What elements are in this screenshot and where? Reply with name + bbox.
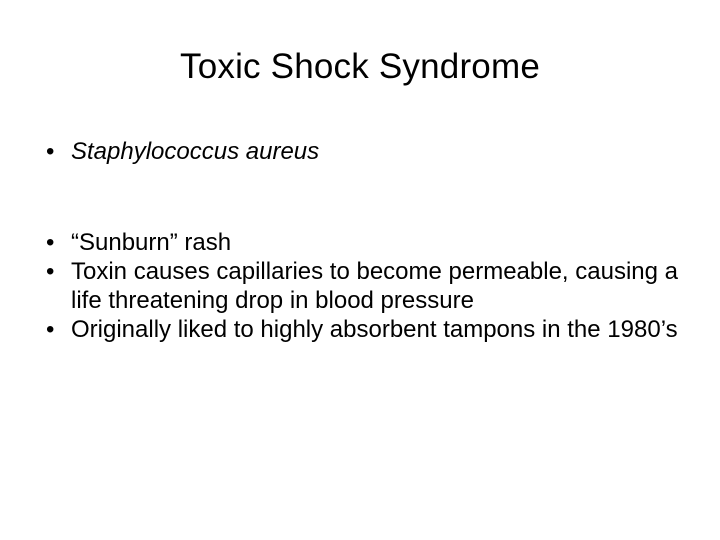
bullet-dot-icon: • xyxy=(46,316,55,343)
bullet-list-facts xyxy=(46,228,686,344)
bullet-text: “Sunburn” rash xyxy=(71,229,232,256)
bullet-text: Originally liked to highly absorbent tampons in the 1980’s xyxy=(71,316,678,343)
bullet-dot-icon: • xyxy=(46,138,55,165)
bullet-list-organism xyxy=(46,137,686,166)
slide-title: Toxic Shock Syndrome xyxy=(180,47,540,86)
bullet-dot-icon: • xyxy=(46,258,55,285)
bullet-item xyxy=(46,137,686,166)
bullet-item xyxy=(46,315,686,344)
bullet-dot-icon: • xyxy=(46,229,55,256)
bullet-item xyxy=(46,257,686,315)
bullet-text: Staphylococcus aureus xyxy=(71,138,320,165)
bullet-text: Toxin causes capillaries to become permeable, causing a life threatening drop in blood pressure xyxy=(71,258,678,314)
bullet-item xyxy=(46,228,686,257)
